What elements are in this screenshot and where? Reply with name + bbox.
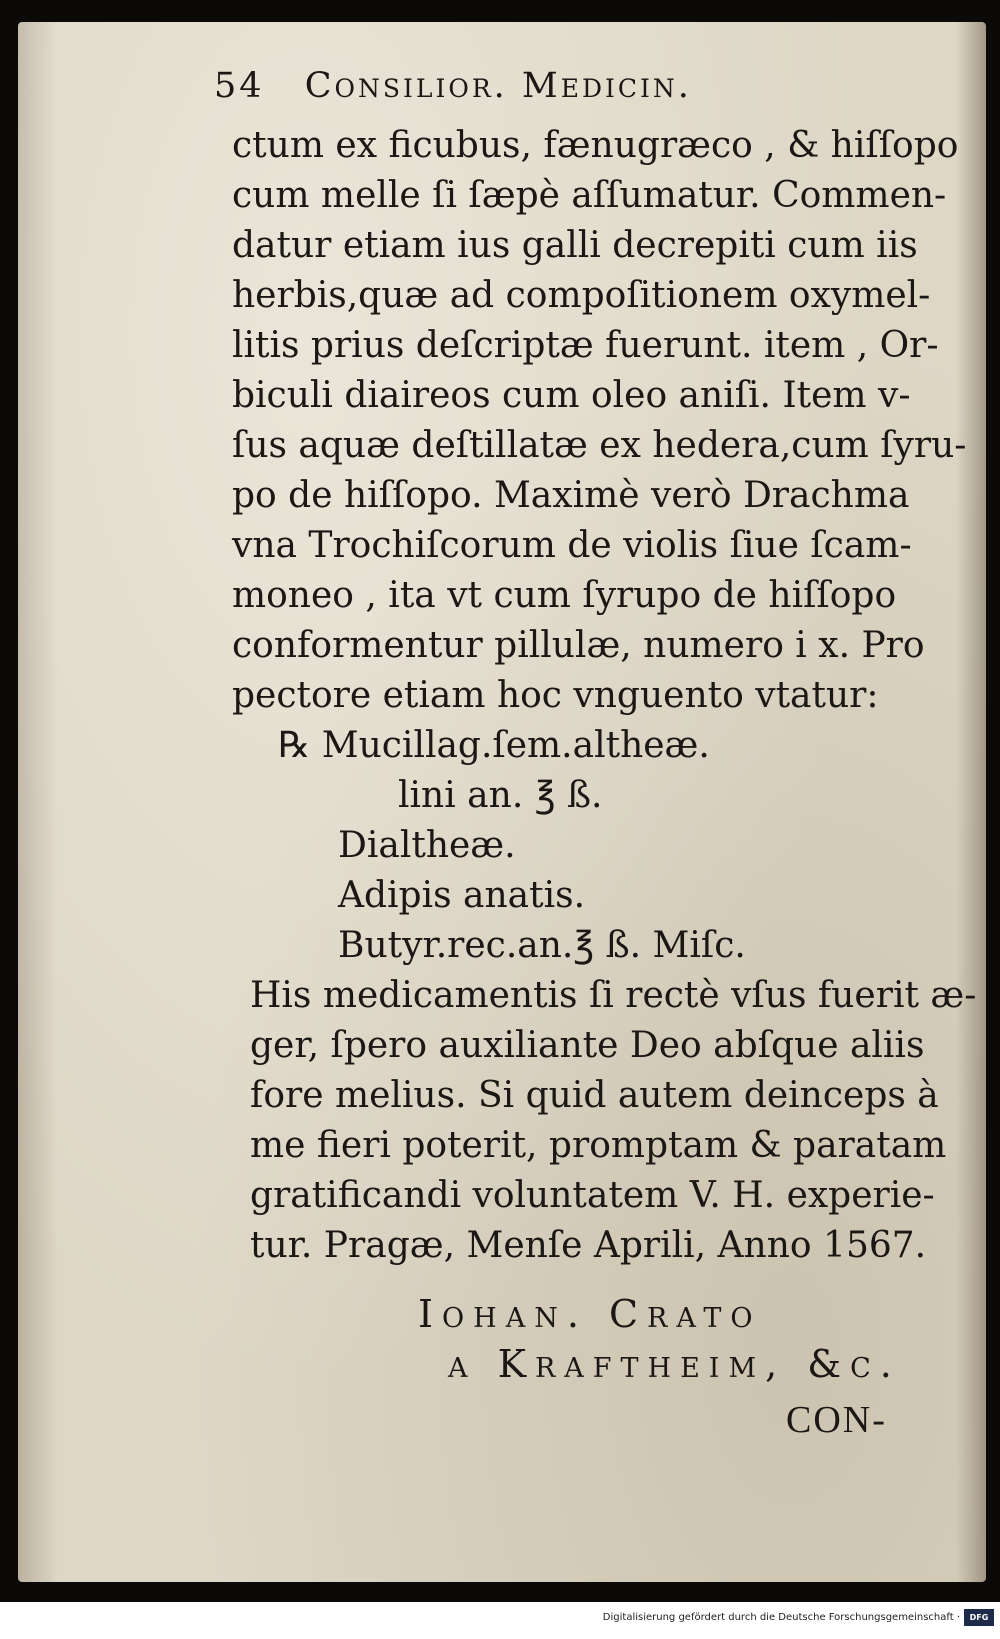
body-line: ſus aquæ deſtillatæ ex hedera,cum ſyru-: [232, 425, 967, 466]
body-line: His medicamentis ſi rectè vſus fuerit æ-: [250, 975, 977, 1016]
body-line: herbis,quæ ad compoſitionem oxymel-: [232, 275, 931, 316]
book-page: [18, 22, 986, 1582]
body-line: fore melius. Si quid autem deinceps à: [250, 1075, 939, 1116]
recipe-line: Butyr.rec.an.℥ ß. Miſc.: [338, 925, 746, 966]
recipe-line: Adipis anatis.: [338, 875, 586, 916]
body-line: ctum ex ficubus, fænugræco , & hiſſopo: [232, 125, 959, 166]
body-line: biculi diaireos cum oleo aniſi. Item v-: [232, 375, 911, 416]
body-line: vna Trochiſcorum de violis ſiue ſcam-: [232, 525, 912, 566]
body-line: cum melle ſi ſæpè aſſumatur. Commen-: [232, 175, 947, 216]
body-line: gratificandi voluntatem V. H. experie-: [250, 1175, 935, 1216]
digitization-footer: [0, 1602, 1000, 1639]
recipe-line: lini an. ℥ ß.: [398, 775, 603, 816]
page-text: [18, 22, 986, 1582]
dfg-logo: DFG: [964, 1609, 994, 1626]
recipe-line: ℞ Mucillag.ſem.altheæ.: [278, 725, 710, 766]
body-line: conformentur pillulæ, numero i x. Pro: [232, 625, 925, 666]
body-line: me fieri poterit, promptam & paratam: [250, 1125, 947, 1166]
body-line: litis prius deſcriptæ fuerunt. item , Or-: [232, 325, 939, 366]
body-line: tur. Pragæ, Menſe Aprili, Anno 1567.: [250, 1225, 927, 1266]
running-header: [214, 66, 874, 106]
recipe-line: Dialtheæ.: [338, 825, 516, 866]
page-number: 54: [214, 66, 265, 106]
body-line: moneo , ita vt cum ſyrupo de hiſſopo: [232, 575, 897, 616]
body-line: po de hiſſopo. Maximè verò Drachma: [232, 475, 910, 516]
body-line: datur etiam ius galli decrepiti cum iis: [232, 225, 918, 266]
signature-name: Iohan. Crato: [418, 1292, 762, 1336]
signature-title: a Kraftheim, &c.: [448, 1342, 901, 1386]
funding-credit: Digitalisierung gefördert durch die Deutsche Forschungsgemeinschaft ·: [602, 1612, 960, 1623]
running-title: Consilior. Medicin.: [304, 66, 692, 106]
body-line: pectore etiam hoc vnguento vtatur:: [232, 675, 879, 716]
body-line: ger, ſpero auxiliante Deo abſque aliis: [250, 1025, 925, 1066]
catchword: CON-: [786, 1399, 887, 1441]
